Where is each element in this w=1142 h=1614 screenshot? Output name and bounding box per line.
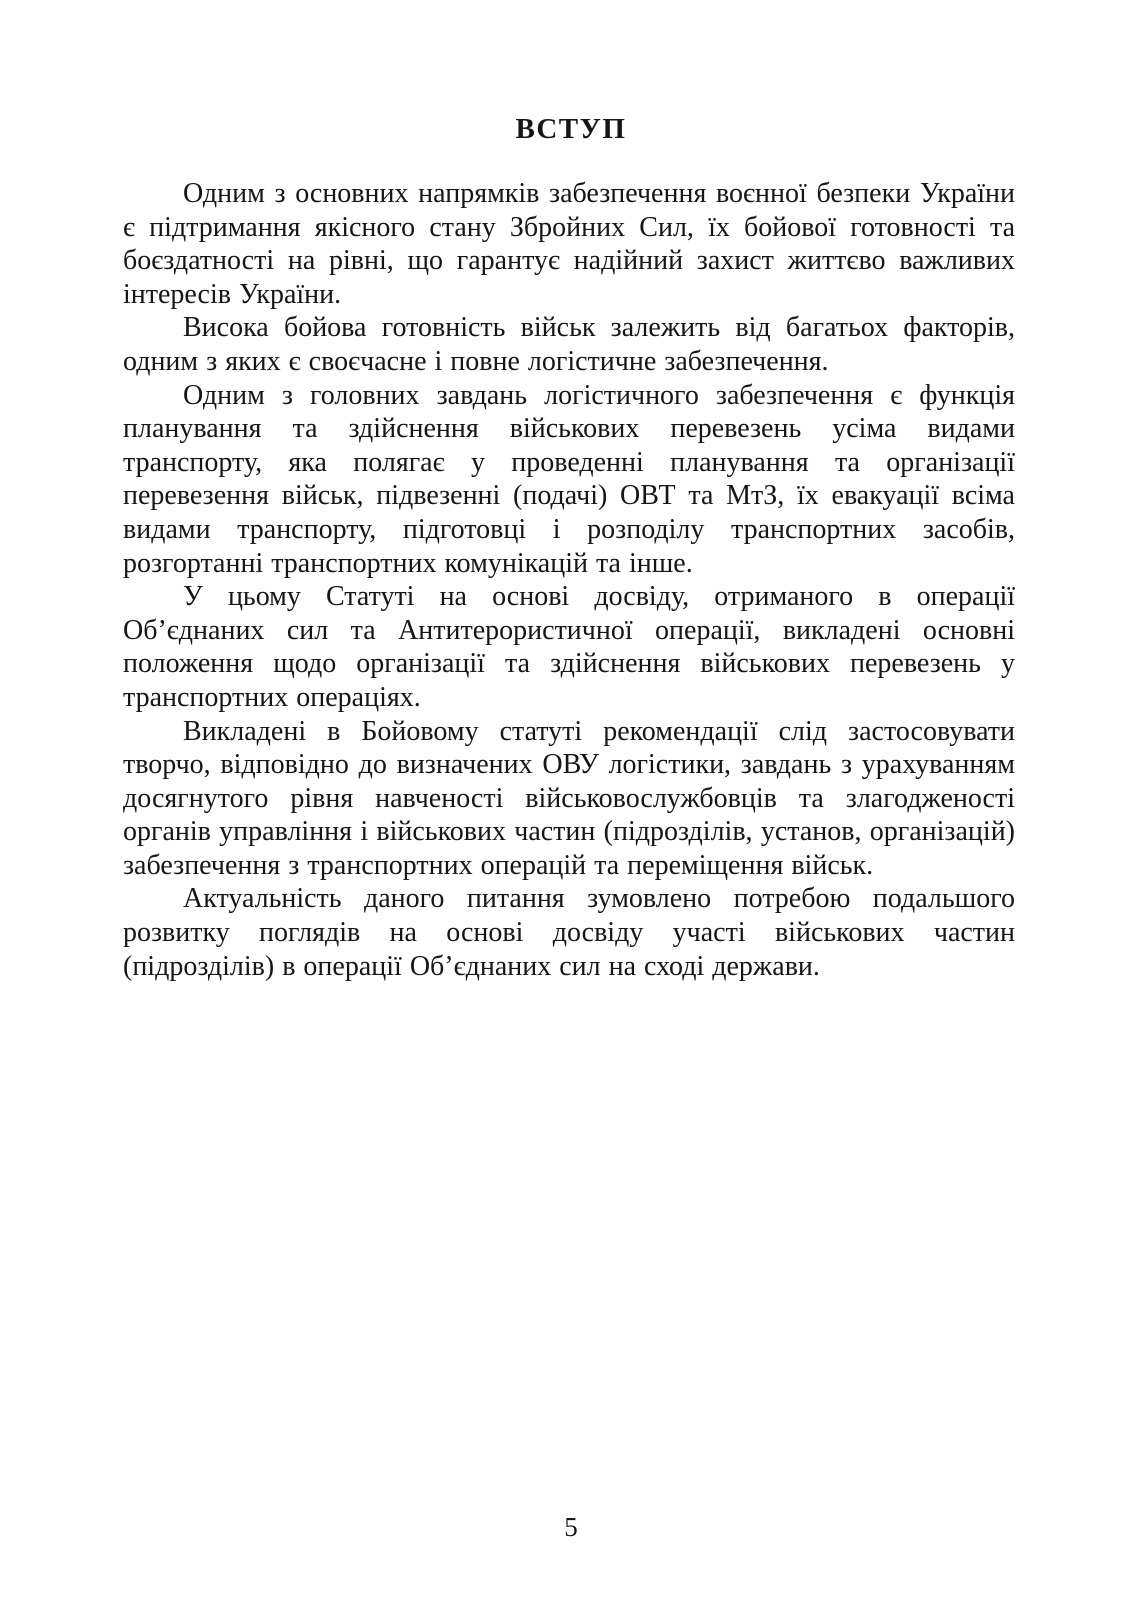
paragraph-6: Актуальність даного питання зумовлено потребою подальшого розвитку поглядів на основі досвіду участі військових частин (підрозділів) в операції Об’єднаних сил на сході держави.: [123, 883, 1015, 982]
paragraph-2: Висока бойова готовність військ залежить від багатьох факторів, одним з яких є своєчасне і повне логістичне забезпечення.: [123, 312, 1015, 377]
page-title: ВСТУП: [515, 113, 627, 145]
paragraph-4: У цьому Статуті на основі досвіду, отриманого в операції Об’єднаних сил та Антитерористичної операції, викладені основні положення щодо організації та здійснення військових перевезень у транспортних операціях.: [123, 581, 1015, 713]
document-body: [123, 177, 1015, 983]
paragraph-3: Одним з головних завдань логістичного забезпечення є функція планування та здійснення військових перевезень усіма видами транспорту, яка полягає у проведенні планування та організації перевезення військ, підвезенні (подачі) ОВТ та МтЗ, їх евакуації всіма видами транспорту, підготовці і розподілу транспортних засобів, розгортанні транспортних комунікацій та інше.: [123, 379, 1015, 579]
paragraph-5: Викладені в Бойовому статуті рекомендації слід застосовувати творчо, відповідно до визначених ОВУ логістики, завдань з урахуванням досягнутого рівня навченості військовослужбовців та злагодженості органів управління і військових частин (підрозділів, установ, організацій) забезпечення з транспортних операцій та переміщення військ.: [123, 715, 1015, 881]
page-number: 5: [564, 1512, 578, 1542]
paragraph-1: Одним з основних напрямків забезпечення воєнної безпеки України є підтримання якісного стану Збройних Сил, їх бойової готовності та боєздатності на рівні, що гарантує надійний захист життєво важливих інтересів України.: [123, 178, 1015, 310]
